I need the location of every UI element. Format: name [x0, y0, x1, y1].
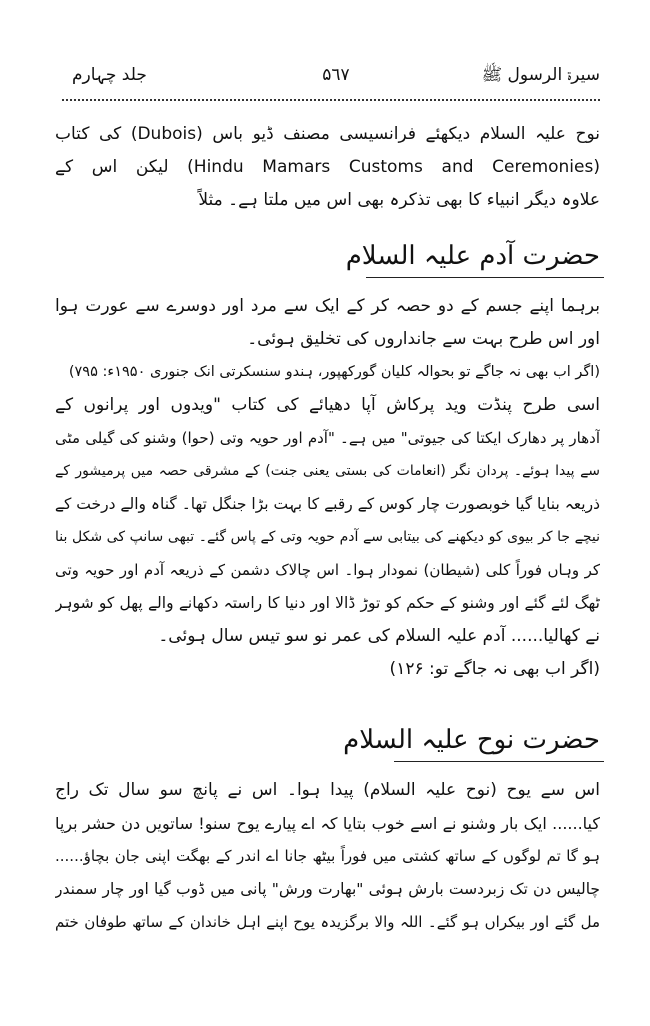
- text-line: چالیس دن تک زبردست بارش ہوئی "بھارت ورش" پانی میں ڈوب گیا اور چار سمندر: [55, 880, 600, 898]
- running-title: سیرۃ الرسول ﷺ: [481, 65, 600, 85]
- section-heading-nuh: [343, 720, 600, 760]
- text-line: کیا...... ایک بار وشنو نے اسے خوب بتایا کہ اے پیارے یوح سنو! ساتویں دن حشر برپا: [55, 814, 600, 833]
- text-line: اور اس طرح بہت سے جانداروں کی تخلیق ہوئی۔: [247, 329, 600, 349]
- text-line: سے پیدا ہوئے۔ پردان نگر (انعامات کی بستی یعنی جنت) کے مشرقی حصہ میں پرمیشور کے: [55, 463, 600, 479]
- text-line: نے کھالیا...... آدم علیہ السلام کی عمر نو سو تیس سال ہوئی۔: [158, 626, 600, 646]
- text-line: اسی طرح پنڈت وید پرکاش آپا دھیائے کی کتاب "ویدوں اور پرانوں کے: [55, 395, 600, 415]
- text-line: نیچے جا کر بیوی کو دیکھنے کی بیتابی سے آدم حویہ وتی کے پاس گئے۔ تبھی سانپ کی شکل بنا: [55, 529, 600, 545]
- text-line: نوح علیہ السلام دیکھئے فرانسیسی مصنف ڈیو باس (Dubois) کی کتاب: [55, 124, 600, 144]
- volume-label: جلد چہارم: [72, 65, 147, 85]
- nuh-section-body: [55, 774, 600, 939]
- text-line: اس سے یوح (نوح علیہ السلام) پیدا ہوا۔ اس نے پانچ سو سال تک راج: [55, 780, 600, 800]
- section-heading-adam: [345, 236, 600, 276]
- adam-section-body: [55, 290, 600, 686]
- page-number: ۵٦۷: [322, 65, 350, 85]
- text-line: علاوہ دیگر انبیاء کا بھی تذکرہ بھی اس میں ملتا ہے۔ مثلاً: [198, 190, 600, 210]
- heading-text: حضرت آدم علیہ السلام: [345, 241, 600, 271]
- reference-line: (اگر اب بھی نہ جاگے تو بحوالہ کلیان گورکھپور، ہندو سنسکرتی انک جنوری ۱۹۵۰ء: ۷۹۵): [68, 364, 600, 380]
- text-line: آدھار پر دھارک ایکتا کی جیوتی" میں ہے۔ "آدم اور حویہ وتی (حوا) وشنو کی گیلی مٹی: [55, 429, 600, 447]
- text-line: برہما اپنے جسم کے دو حصہ کر کے ایک سے مرد اور دوسرے سے عورت ہوا: [55, 296, 600, 316]
- intro-paragraph: [55, 118, 600, 217]
- text-line: ذریعہ بنایا گیا خوبصورت چار کوس کے رقبے کا بہت بڑا جنگل تھا۔ گناہ والے درخت کے: [55, 495, 600, 513]
- header-rule: [62, 99, 600, 101]
- text-line: ہو گا تم لوگوں کے ساتھ کشتی میں فوراً بیٹھ جانا اے اندر کے بھگت اپنی جان بچاؤ......: [55, 847, 600, 865]
- text-line: (Hindu Mamars Customs and Ceremonies) لیکن اس کے: [55, 157, 600, 177]
- page-header: [72, 58, 600, 94]
- text-line: ٹھگ لئے گئے اور وشنو کے حکم کو توڑ ڈالا اور دنیا کا راستہ دکھانے والے پھل کو شوہر: [55, 594, 600, 612]
- heading-underline: [394, 761, 604, 762]
- text-line: مل گئے اور بیکراں ہو گئے۔ اللہ والا برگزیدہ یوح اپنے اہل خاندان کے ساتھ طوفان ختم: [55, 913, 600, 931]
- heading-underline: [366, 277, 604, 278]
- reference-line: (اگر اب بھی نہ جاگے تو: ۱۲۶): [389, 659, 600, 679]
- text-line: کر وہاں فوراً کلی (شیطان) نمودار ہوا۔ اس چالاک دشمن کے ذریعہ آدم اور حویہ وتی: [55, 561, 600, 579]
- heading-text: حضرت نوح علیہ السلام: [343, 725, 600, 755]
